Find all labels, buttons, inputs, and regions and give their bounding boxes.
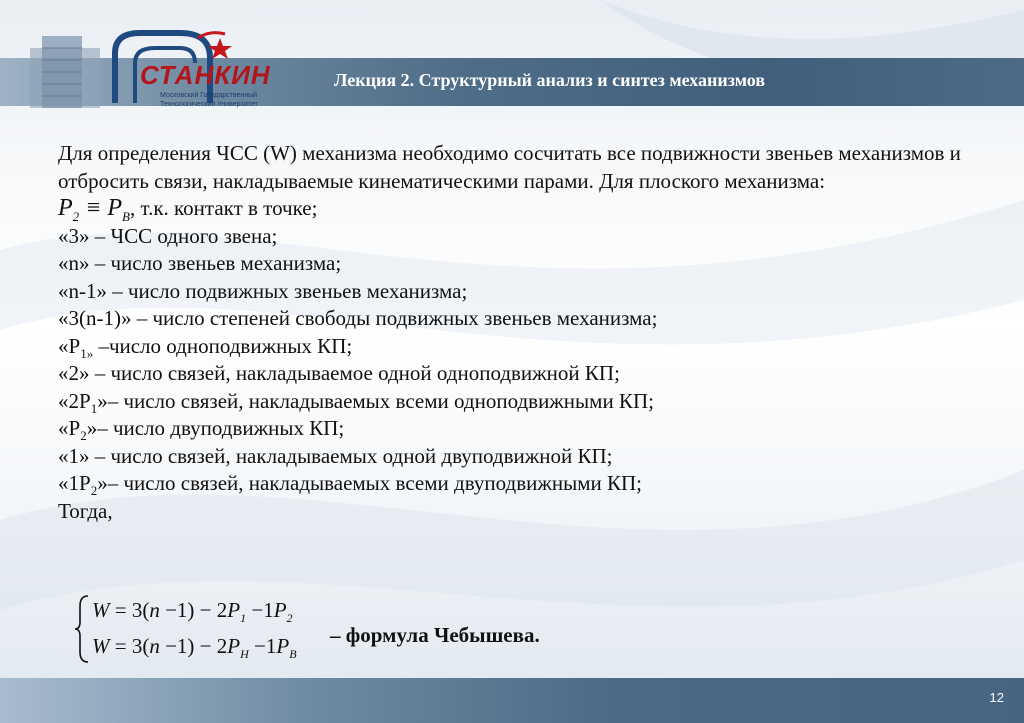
chebyshev-formula-label: – формула Чебышева. (330, 623, 540, 647)
p2-pb-formula: $P_2 \equiv P_B$ (58, 195, 130, 224)
line-2p1: «$2P_1»-$ число связей, накладываемых всеми одноподвижными КП; (58, 388, 654, 416)
line-p1: «$P_{1»}$ –число одноподвижных КП; (58, 333, 353, 361)
page-number: 12 (989, 690, 1004, 705)
line-n1: «n-1» – число подвижных звеньев механизма; (58, 278, 468, 303)
slide-title: Лекция 2. Структурный анализ и синтез механизмов (334, 70, 766, 90)
line-n: «n» – число звеньев механизма; (58, 251, 342, 275)
line-3: «3» – ЧСС одного звена; (58, 223, 278, 248)
stankin-logo (20, 8, 320, 118)
equation-1: $W = 3(n -1) - 2P_1 -1P_2$ (92, 598, 293, 626)
line-2: «2» – число связей, накладываемое одной одноподвижной КП; (58, 361, 620, 385)
line-1: «1» – число связей, накладываемых одной двуподвижной КП; (58, 443, 613, 468)
line-3n1: «3(n-1)» – число степеней свободы подвижных звеньев механизма; (58, 306, 658, 330)
footer-band (0, 678, 1024, 723)
line-then: Тогда, (58, 498, 113, 523)
line-p2: «$P_2»-$ число двуподвижных КП; (58, 416, 345, 444)
logo-subtitle-line1: Московский Государственный (160, 92, 258, 99)
slide-body (58, 140, 978, 525)
logo-brand-text: СТАНКИН (140, 60, 271, 90)
p2-equals-pb-line: $P_2 \equiv P_B$, т.к. контакт в точке; (58, 195, 318, 224)
logo-subtitle-line2: Технологический Университет (160, 101, 258, 108)
line-1p2: «$1P_2»-$ число связей, накладываемых всеми двуподвижными КП; (58, 471, 643, 499)
equation-2: $W = 3(n -1) - 2P_H -1P_B$ (92, 634, 297, 662)
intro-paragraph: Для определения ЧСС (W) механизма необходимо сосчитать все подвижности звеньев механизмов и отбросить связи, накладываемые кинематическими парами. Для плоского механизма: (58, 141, 961, 193)
left-brace-icon (74, 594, 90, 664)
